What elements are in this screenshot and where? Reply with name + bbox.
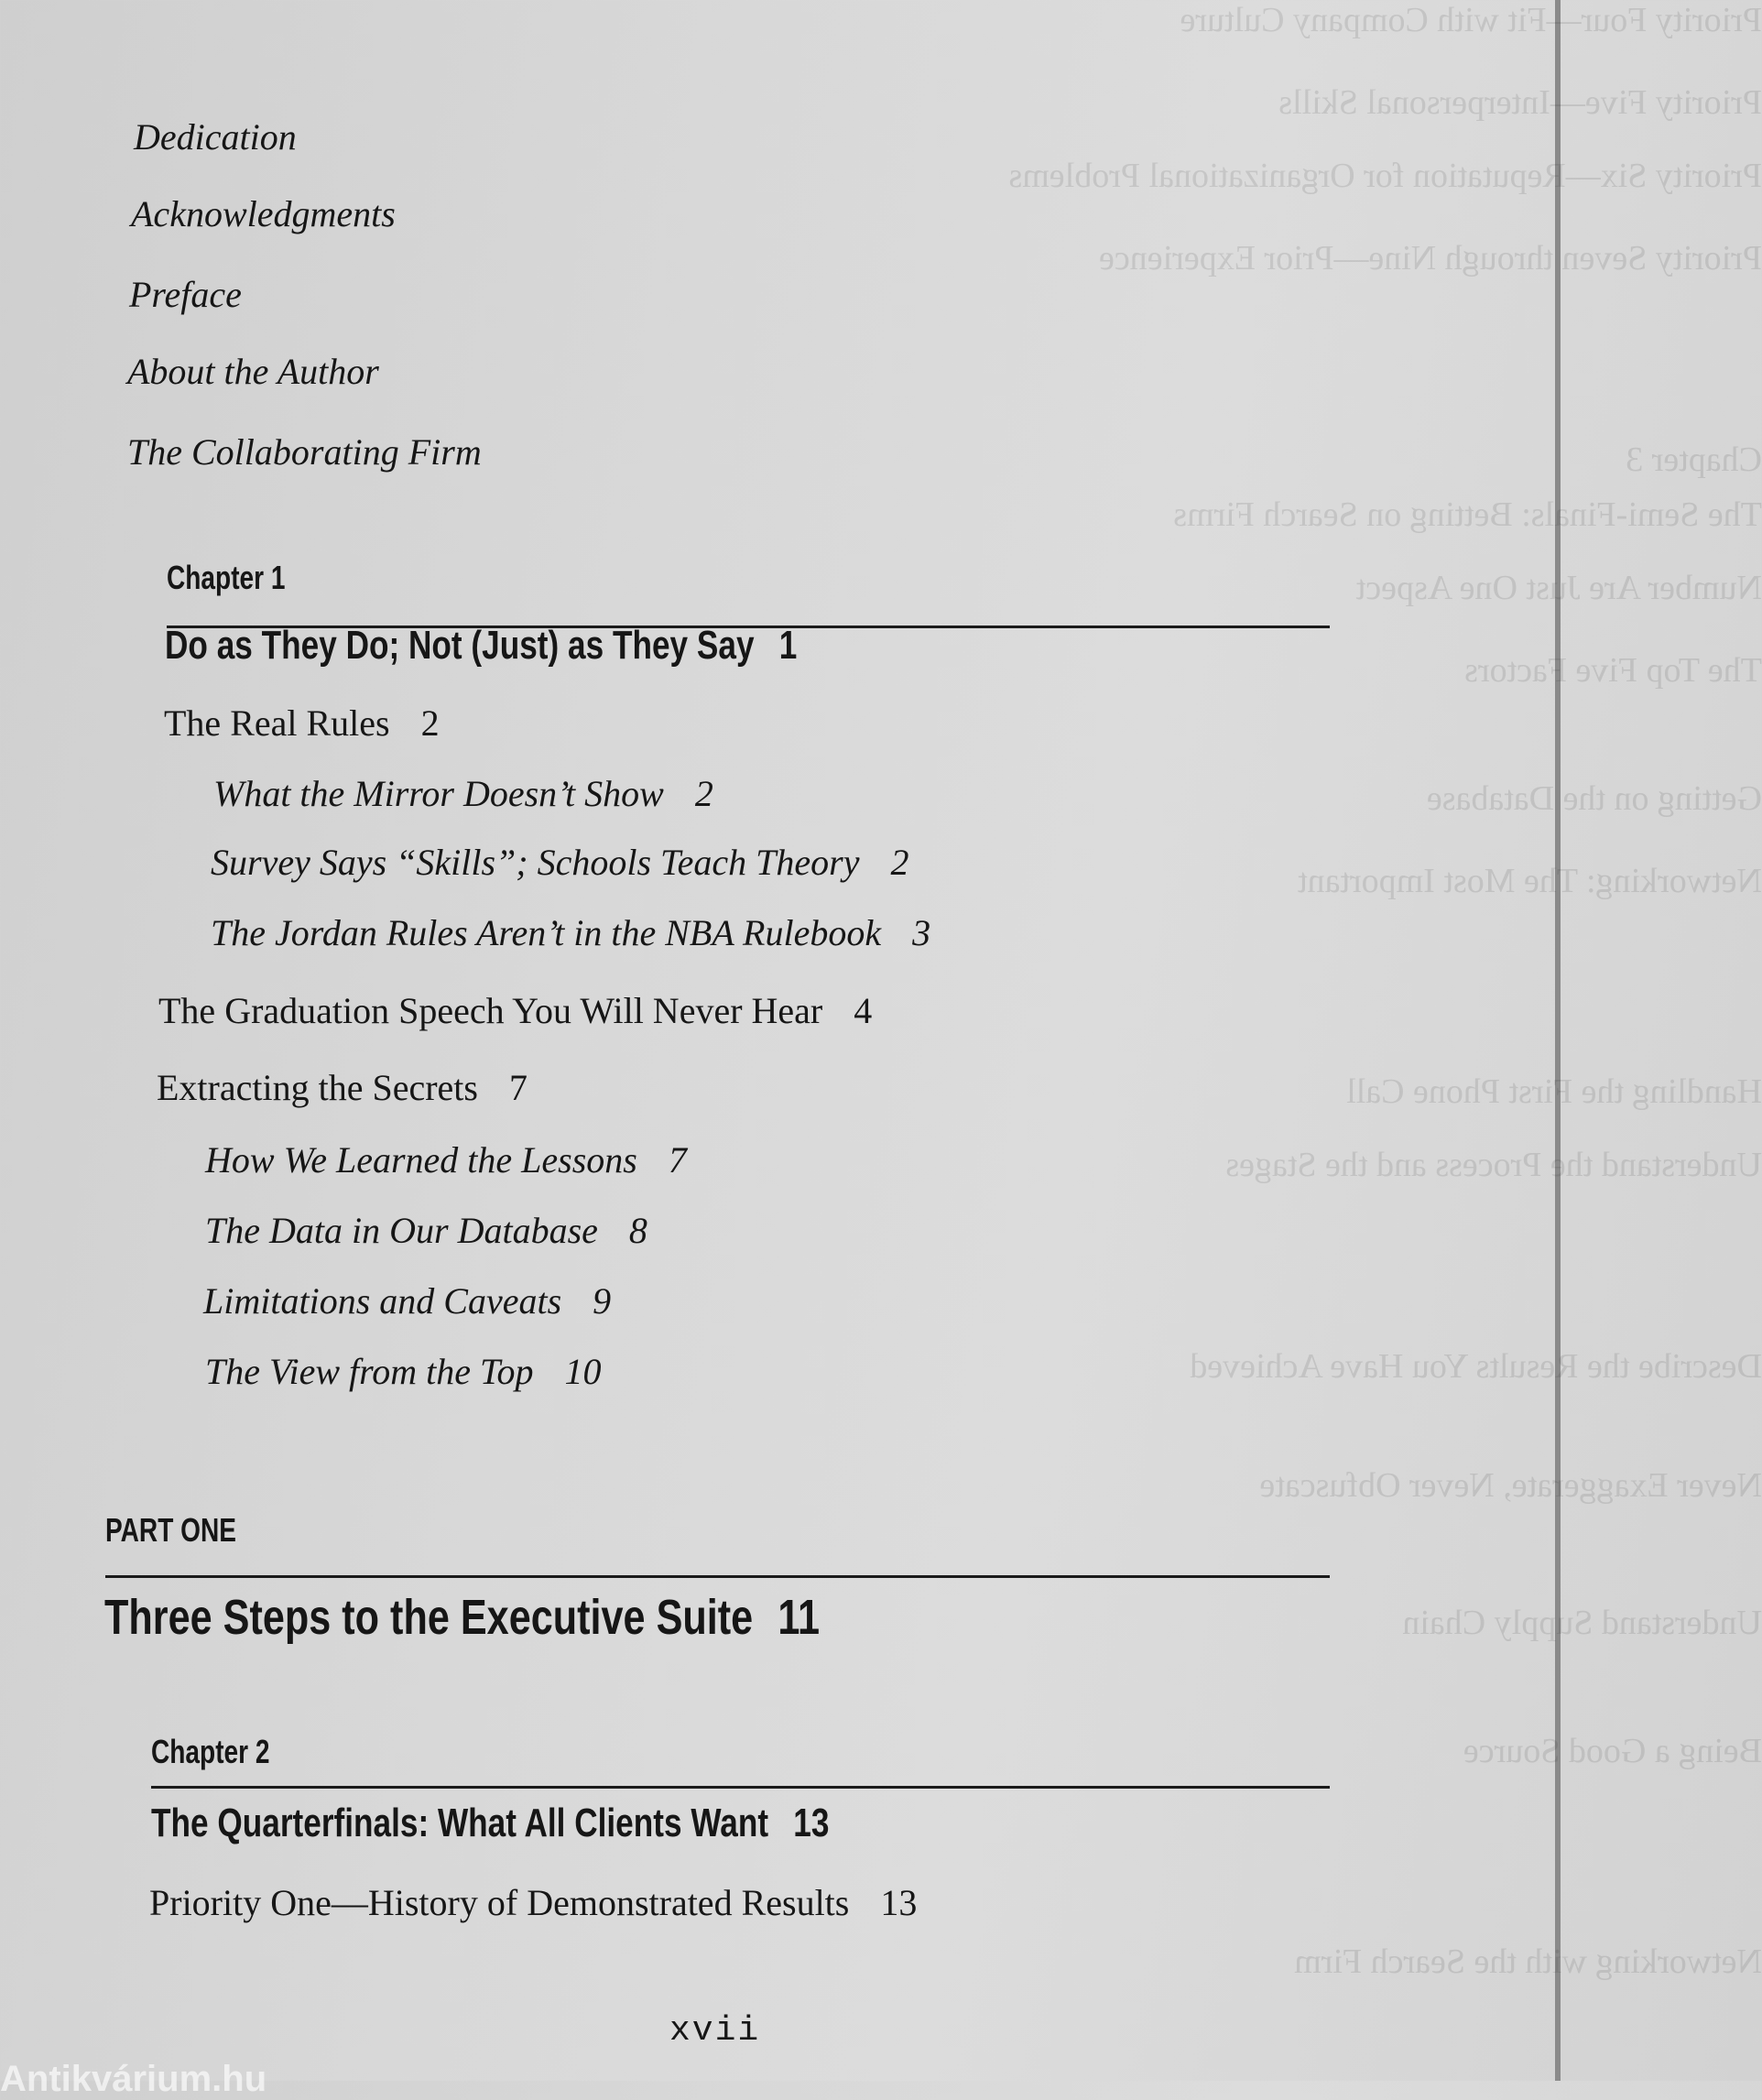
chapter-2-label: Chapter 2	[151, 1733, 270, 1770]
chapter-1-title-line	[165, 623, 797, 669]
bleed-line: The Semi-Finals: Betting on Search Firms	[1173, 495, 1762, 534]
toc-subentry-page: 2	[694, 773, 713, 814]
bleed-line: Chapter 3	[1626, 441, 1762, 479]
bleed-line: Understand Supply Chain	[1402, 1604, 1762, 1642]
bleed-line: Priority Six—Reputation for Organizational Problems	[1008, 157, 1762, 195]
bleed-line: Never Exaggerate, Never Obfuscate	[1259, 1466, 1762, 1505]
toc-subentry-title: The Data in Our Database	[205, 1210, 598, 1251]
bleed-line: Networking with the Search Firm	[1294, 1942, 1762, 1981]
toc-entry	[164, 702, 440, 745]
bleed-line: Describe the Results You Have Achieved	[1190, 1347, 1762, 1386]
toc-entry-page: 13	[880, 1882, 918, 1923]
bleed-line: Getting on the Database	[1426, 779, 1762, 818]
toc-subentry-title: Limitations and Caveats	[203, 1280, 562, 1322]
toc-subentry	[205, 1350, 602, 1393]
chapter-1-title: Do as They Do; Not (Just) as They Say	[165, 623, 755, 668]
page-number: xvii	[669, 2011, 761, 2051]
bleed-line: The Top Five Factors	[1464, 651, 1762, 690]
bleed-line: Priority Four—Fit with Company Culture	[1180, 1, 1762, 39]
part-one-page: 11	[778, 1590, 821, 1645]
toc-subentry	[211, 841, 908, 884]
toc-subentry-title: The Jordan Rules Aren’t in the NBA Rulebook	[211, 912, 882, 953]
toc-entry-page: 4	[854, 990, 873, 1031]
part-one-title: Three Steps to the Executive Suite	[104, 1590, 754, 1645]
toc-subentry-title: Survey Says “Skills”; Schools Teach Theory	[211, 842, 860, 883]
part-one-label: PART ONE	[105, 1511, 237, 1549]
bleed-line: Being a Good Source	[1463, 1732, 1762, 1770]
part-one-rule	[105, 1575, 1330, 1578]
toc-entry-title: The Graduation Speech You Will Never Hear	[158, 990, 823, 1031]
toc-front-acknowledgments: Acknowledgments	[131, 193, 396, 234]
bleed-line: Networking: The Most Important	[1298, 862, 1762, 900]
bleed-through-text	[1008, 0, 1762, 2081]
toc-subentry-title: The View from the Top	[205, 1351, 534, 1392]
chapter-2-rule	[151, 1786, 1330, 1789]
toc-entry-title: The Real Rules	[164, 702, 390, 744]
toc-subentry-title: How We Learned the Lessons	[205, 1139, 637, 1181]
toc-front-about-author: About the Author	[127, 351, 379, 392]
toc-entry	[158, 989, 872, 1032]
chapter-2-title: The Quarterfinals: What All Clients Want	[151, 1801, 769, 1845]
toc-subentry-page: 2	[890, 842, 909, 883]
toc-subentry-page: 10	[564, 1351, 602, 1392]
toc-subentry-page: 3	[912, 912, 931, 953]
chapter-2-title-line	[151, 1801, 829, 1846]
watermark: Antikvárium.hu	[0, 2059, 267, 2099]
toc-entry-page: 2	[420, 702, 440, 744]
toc-subentry-title: What the Mirror Doesn’t Show	[213, 773, 664, 814]
toc-front-dedication: Dedication	[134, 116, 297, 158]
chapter-1-page: 1	[778, 623, 798, 668]
toc-subentry-page: 9	[593, 1280, 612, 1322]
bleed-line: Priority Seven through Nine—Prior Experience	[1099, 239, 1762, 277]
toc-entry-title: Priority One—History of Demonstrated Results	[149, 1882, 850, 1923]
toc-front-preface: Preface	[129, 274, 242, 315]
bleed-line: Handling the First Phone Call	[1346, 1072, 1762, 1111]
bleed-line: Number Are Just One Aspect	[1355, 569, 1762, 607]
toc-subentry	[205, 1138, 687, 1181]
part-one-title-line	[104, 1589, 820, 1646]
toc-subentry	[205, 1209, 647, 1252]
toc-entry-title: Extracting the Secrets	[157, 1067, 478, 1108]
toc-subentry-page: 8	[628, 1210, 647, 1251]
toc-front-collaborating-firm: The Collaborating Firm	[127, 431, 482, 473]
toc-entry	[149, 1881, 917, 1924]
toc-subentry	[203, 1279, 611, 1322]
toc-entry-page: 7	[508, 1067, 528, 1108]
toc-subentry	[213, 772, 713, 815]
chapter-2-page: 13	[793, 1801, 830, 1845]
toc-entry	[157, 1066, 528, 1109]
toc-subentry-page: 7	[668, 1139, 687, 1181]
toc-subentry	[211, 911, 930, 954]
chapter-1-label: Chapter 1	[167, 559, 286, 596]
bleed-line: Understand the Process and the Stages	[1225, 1146, 1762, 1184]
bleed-line: Priority Five—Interpersonal Skills	[1278, 83, 1762, 122]
